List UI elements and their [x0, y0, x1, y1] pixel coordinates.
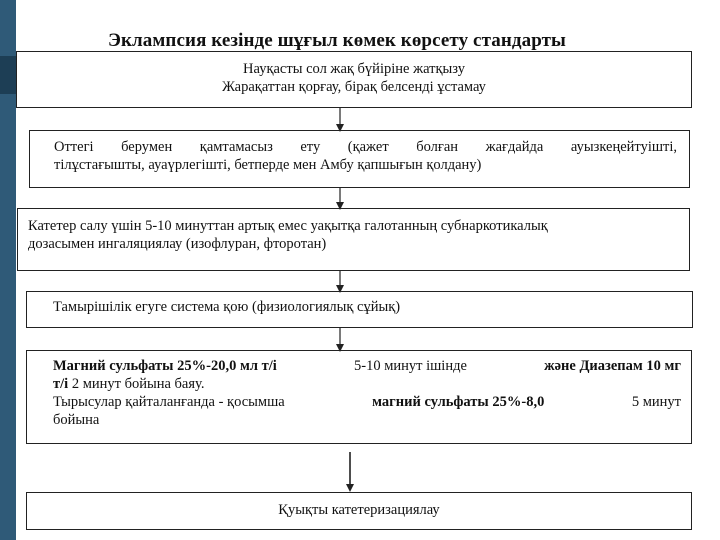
- step-box-2: [29, 130, 690, 188]
- step-5-line-2: [53, 375, 681, 393]
- step-5-line-4: бойына: [53, 412, 100, 428]
- step-box-4: [26, 291, 693, 328]
- step-6-line-1: Қуықты катетеризациялау: [278, 502, 440, 518]
- step-2-line-1: Оттегі берумен қамтамасыз ету (қажет болған жағдайда ауызкеңейтуішті,: [54, 139, 677, 155]
- drug-magnesium-extra: магний сульфаты 25%-8,0: [372, 394, 545, 410]
- diagram-title: Эклампсия кезінде шұғыл көмек көрсету стандарты: [108, 30, 566, 51]
- step-4-line-1: Тамырішілік егуге система қою (физиологиялық сұйық): [53, 299, 401, 315]
- drug-diazepam-dose: және Диазепам 10 мг: [544, 358, 681, 374]
- step-3-line-1: Катетер салу үшін 5-10 минуттан артық емес уақытқа галотанның субнаркотикалық: [28, 218, 548, 234]
- drug-magnesium-dose: Магний сульфаты 25%-20,0 мл т/і: [53, 358, 277, 374]
- step-5-line-3: [53, 393, 681, 411]
- step-5-minutes: 5 минут: [631, 394, 681, 410]
- step-1-line-2: Жарақаттан қорғау, бірақ белсенді ұстамау: [222, 79, 486, 95]
- slide-accent-notch: [0, 56, 16, 94]
- step-2-line-2: тілұстағышты, ауаүрлегішті, бетперде мен Амбу қапшығын қолдану): [54, 157, 482, 173]
- route-iv: т/і: [53, 376, 69, 392]
- step-box-3: [17, 208, 690, 271]
- step-box-6: [26, 492, 692, 530]
- step-5-line-1: [53, 357, 681, 375]
- step-5-repeat: Тырысулар қайталанғанда - қосымша: [53, 394, 285, 410]
- step-5-slow: 2 минут бойына баяу.: [71, 376, 205, 392]
- step-box-1: [16, 51, 692, 108]
- step-box-5: [26, 350, 692, 444]
- step-3-line-2: дозасымен ингаляциялау (изофлуран, фторотан): [28, 236, 327, 252]
- step-5-duration: 5-10 минут ішінде: [353, 358, 467, 374]
- step-1-line-1: Науқасты сол жақ бүйіріне жатқызу: [243, 61, 465, 77]
